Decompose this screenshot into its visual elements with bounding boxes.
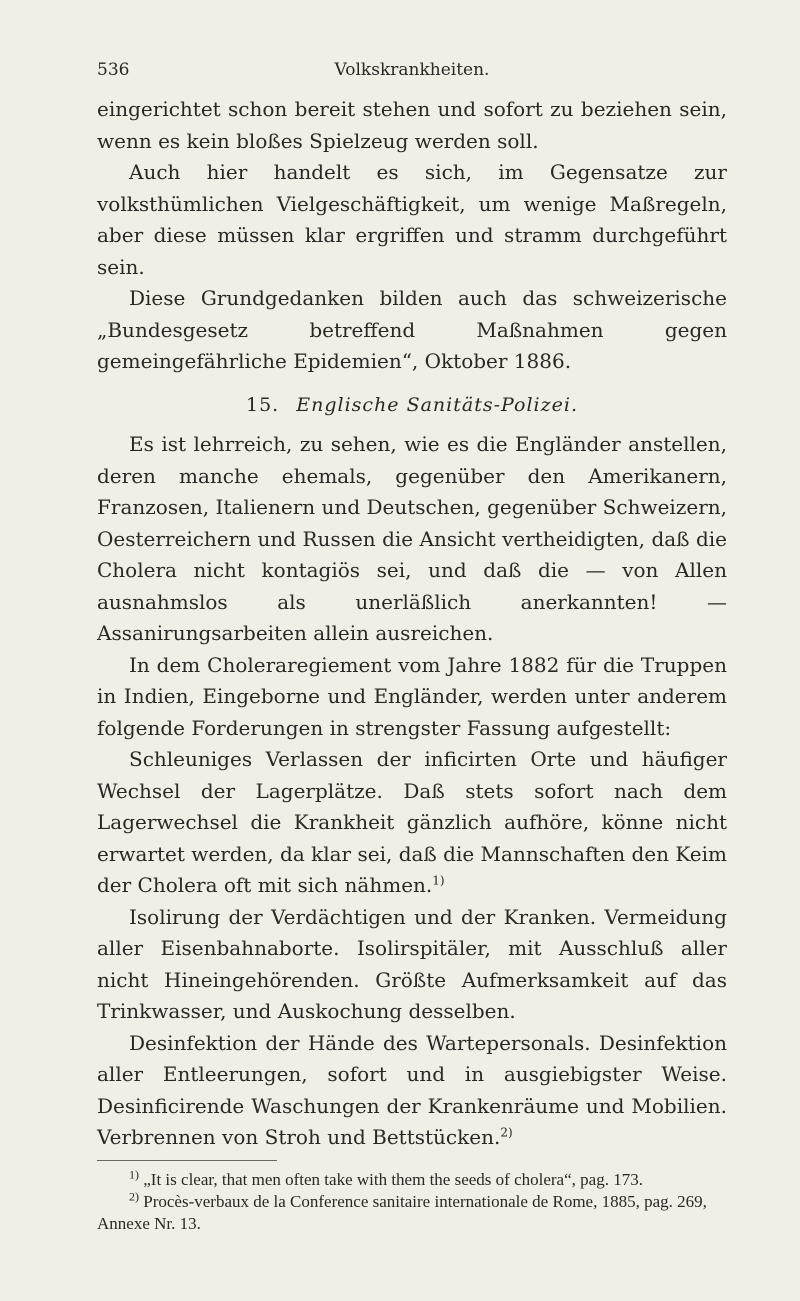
paragraph-text: Schleuniges Verlassen der inficirten Orte und häufiger Wechsel der Lagerplätze. Daß stets sofort nach dem Lagerwechsel die Krankheit gänzlich aufhöre, könne nicht erwartet werden, da klar sei, daß die Mannschaften den Keim der Cholera oft mit sich nähmen.	[97, 747, 727, 897]
footnote-text: Procès-verbaux de la Conference sanitaire internationale de Rome, 1885, pag. 269, Annexe Nr. 13.	[97, 1191, 707, 1233]
paragraph	[97, 1028, 727, 1154]
paragraph: eingerichtet schon bereit stehen und sofort zu beziehen sein, wenn es kein bloßes Spielzeug werden soll.	[97, 97, 727, 153]
paragraph	[97, 744, 727, 902]
footnote-mark: 1)	[129, 1166, 139, 1181]
footnote	[97, 1188, 727, 1235]
page-header	[97, 60, 727, 94]
paragraph: Diese Grundgedanken bilden auch das schweizerische „Bundesgesetz betreffend Maßnahmen gegen gemeingefährliche Epidemien“, Oktober 1886.	[97, 286, 727, 373]
paragraph: Es ist lehrreich, zu sehen, wie es die Engländer anstellen, deren manche ehemals, gegenüber den Amerikanern, Franzosen, Italienern und Deutschen, gegenüber Schweizern, Oesterreichern und Russen die Ansicht vertheidigten, daß die Cholera nicht kontagiös sei, und daß die — von Allen ausnahmslos als unerläßlich anerkannten! — Assanirungsarbeiten allein ausreichen.	[97, 432, 727, 645]
footnote-ref: 1)	[432, 873, 445, 888]
footnote-mark: 2)	[129, 1188, 139, 1203]
footnote-divider	[97, 1160, 277, 1161]
footnote-text: „It is clear, that men often take with them the seeds of cholera“, pag. 173.	[143, 1169, 643, 1189]
footnotes	[97, 1166, 727, 1235]
body-text	[97, 94, 727, 1154]
paragraph-text: Desinfektion der Hände des Wartepersonals. Desinfektion aller Entleerungen, sofort und in ausgiebigster Weise. Desinficirende Waschungen der Krankenräume und Mobilien. Verbrennen von Stroh und Bettstücken.	[97, 1030, 727, 1149]
paragraph: Auch hier handelt es sich, im Gegensatze zur volksthümlichen Vielgeschäftigkeit, um wenige Maßregeln, aber diese müssen klar ergriffen und stramm durchgeführt sein.	[97, 160, 727, 279]
section-number: 15.	[245, 393, 280, 416]
footnote-ref: 2)	[500, 1125, 513, 1140]
running-title: Volkskrankheiten.	[334, 60, 490, 80]
paragraph: Isolirung der Verdächtigen und der Kranken. Vermeidung aller Eisenbahnaborte. Isolirspitäler, mit Ausschluß aller nicht Hineingehörenden. Größte Aufmerksamkeit auf das Trinkwasser, und Auskochung desselben.	[97, 904, 727, 1023]
paragraph: In dem Choleraregiement vom Jahre 1882 für die Truppen in Indien, Eingeborne und Engländer, werden unter anderem folgende Forderungen in strengster Fassung aufgestellt:	[97, 652, 727, 740]
section-title: Englische Sanitäts-Polizei.	[296, 393, 578, 416]
page-number: 536	[97, 60, 130, 80]
footnote	[97, 1166, 727, 1191]
section-heading	[97, 390, 727, 422]
document-page	[97, 60, 727, 1235]
